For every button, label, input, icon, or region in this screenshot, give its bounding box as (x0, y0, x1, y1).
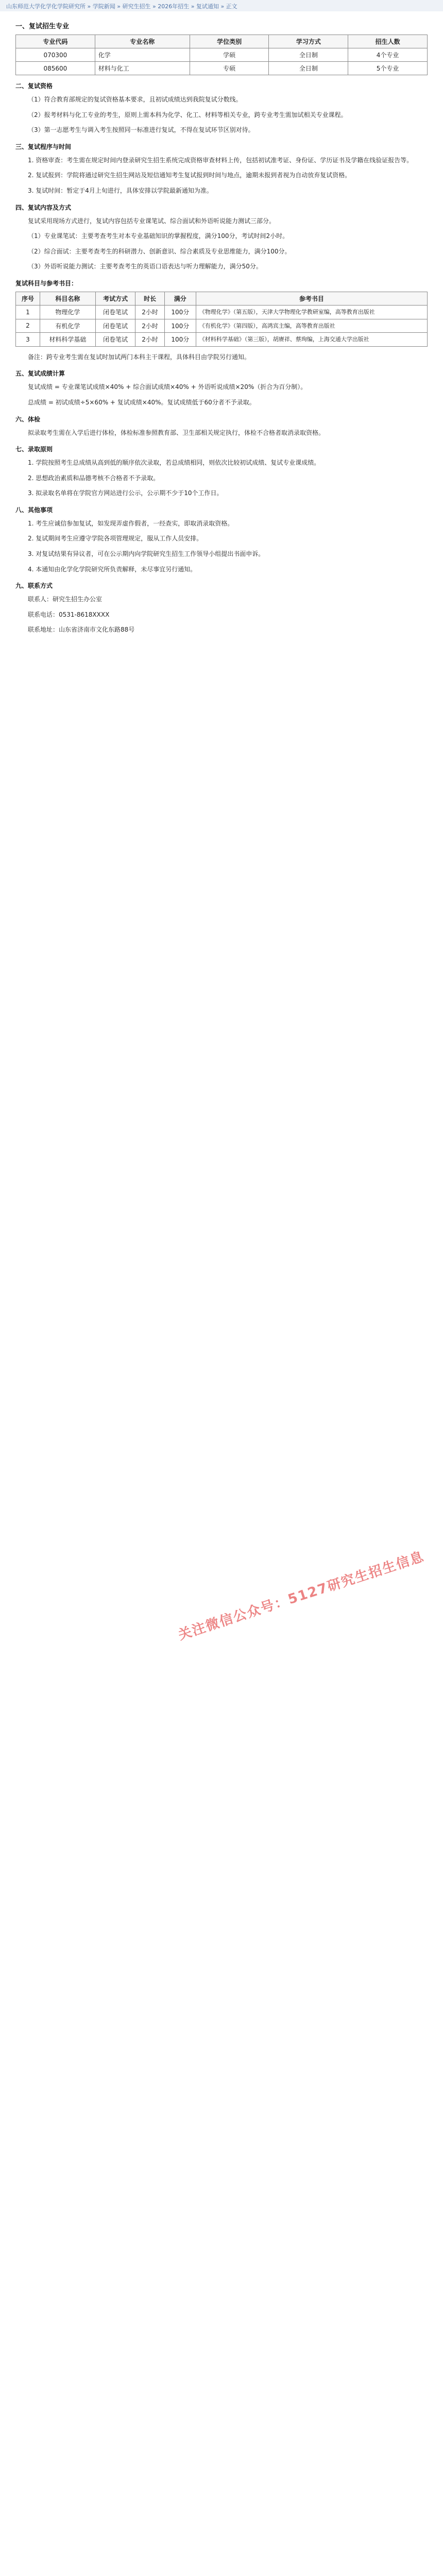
exam-row (16, 333, 428, 347)
majors-header-mode: 学习方式 (269, 35, 348, 48)
exam-cell: 1 (16, 305, 40, 319)
majors-cell: 070300 (16, 48, 95, 62)
s3-item-1: 1. 资格审查：考生需在规定时间内登录研究生招生系统完成资格审查材料上传，包括初试准考证、身份证、学历证书及学籍在线验证报告等。 (28, 156, 413, 164)
s4-item-4: （3）外语听说能力测试：主要考查考生的英语口语表达与听力理解能力，满分50分。 (28, 263, 262, 270)
article-content (15, 21, 428, 2576)
exam-table-note: 备注：跨专业考生需在复试时加试两门本科主干课程，具体科目由学院另行通知。 (28, 353, 251, 361)
section-7-title: 七、录取原则 (15, 446, 53, 453)
exam-cell: 材料科学基础 (40, 333, 95, 347)
section-4-title: 四、复试内容及方式 (15, 204, 72, 211)
s8-item-1: 1. 考生应诚信参加复试，如发现弄虚作假者，一经查实，即取消录取资格。 (28, 519, 234, 527)
majors-cell: 5个专业 (348, 62, 428, 75)
breadcrumb (6, 2, 237, 10)
exam-cell: 2小时 (135, 319, 165, 333)
exam-cell: 闭卷笔试 (95, 319, 135, 333)
majors-cell: 学硕 (190, 48, 269, 62)
majors-header-degree: 学位类别 (190, 35, 269, 48)
page (0, 11, 443, 2576)
section-5-title: 五、复试成绩计算 (15, 370, 65, 378)
s8-item-3: 3. 对复试结果有异议者，可在公示期内向学院研究生招生工作领导小组提出书面申诉。 (28, 550, 265, 558)
s8-item-2: 2. 复试期间考生应遵守学院各项管理规定，服从工作人员安排。 (28, 535, 203, 543)
s6-item-1: 拟录取考生需在入学后进行体检，体检标准参照教育部、卫生部相关规定执行，体检不合格者取消录取资格。 (28, 429, 325, 436)
s2-item-3: （3）第一志愿考生与调入考生按照同一标准进行复试，不得在复试环节区别对待。 (28, 126, 254, 134)
s9-item-2: 联系电话：0531-8618XXXX (28, 611, 110, 618)
s2-item-1: （1）符合教育部规定的复试资格基本要求，且初试成绩达到我院复试分数线。 (28, 96, 242, 103)
exam-row (16, 319, 428, 333)
exam-cell: 100分 (164, 305, 196, 319)
exam-cell: 《材料科学基础》（第三版），胡赓祥、蔡珣编，上海交通大学出版社 (196, 333, 427, 347)
s9-item-1: 联系人：研究生招生办公室 (28, 596, 103, 603)
exam-cell: 物理化学 (40, 305, 95, 319)
majors-header-count: 招生人数 (348, 35, 428, 48)
exam-cell: 闭卷笔试 (95, 333, 135, 347)
exam-cell: 有机化学 (40, 319, 95, 333)
section-3-title: 三、复试程序与时间 (15, 143, 72, 150)
breadcrumb-site-link[interactable]: 山东师范大学化学化学院研究所 (6, 3, 86, 10)
s4-item-2: （1）专业课笔试：主要考查考生对本专业基础知识的掌握程度，满分100分，考试时间2小时。 (28, 232, 289, 240)
exam-cell: 3 (16, 333, 40, 347)
majors-cell: 专硕 (190, 62, 269, 75)
s2-item-2: （2）报考材料与化工专业的考生，原则上需本科为化学、化工、材料等相关专业，跨专业考生需加试相关专业课程。 (28, 111, 347, 118)
exam-header-index: 序号 (16, 292, 40, 305)
majors-cell: 085600 (16, 62, 95, 75)
exam-table (15, 292, 428, 347)
majors-header-code: 专业代码 (16, 35, 95, 48)
s9-item-3: 联系地址：山东省济南市文化东路88号 (28, 626, 135, 634)
breadcrumb-path-3[interactable]: 2026年招生 (158, 3, 190, 10)
s5-item-2: 总成绩 = 初试成绩÷5×60% + 复试成绩×40%。复试成绩低于60分者不予录取。 (28, 398, 255, 406)
s4-item-3: （2）综合面试：主要考查考生的科研潜力、创新意识、综合素质及专业思维能力，满分100分。 (28, 247, 291, 255)
s7-item-1: 1. 学院按照考生总成绩从高到低的顺序依次录取，若总成绩相同，则依次比较初试成绩、复试专业课成绩。 (28, 459, 320, 467)
exam-cell: 《有机化学》（第四版），高鸿宾主编，高等教育出版社 (196, 319, 427, 333)
exam-header-score: 满分 (164, 292, 196, 305)
exam-header-subject: 科目名称 (40, 292, 95, 305)
breadcrumb-sep: » (191, 3, 196, 10)
breadcrumb-sep: » (117, 3, 123, 10)
s3-item-2: 2. 复试报到：学院将通过研究生招生网站及短信通知考生复试报到时间与地点，逾期未报到者视为自动放弃复试资格。 (28, 172, 351, 179)
exam-cell: 2小时 (135, 305, 165, 319)
section-9-title: 九、联系方式 (15, 582, 53, 590)
exam-cell: 2 (16, 319, 40, 333)
s7-item-2: 2. 思想政治素质和品德考核不合格者不予录取。 (28, 474, 160, 482)
majors-row (16, 62, 428, 75)
s4-item-1: 复试采用现场方式进行，复试内容包括专业课笔试、综合面试和外语听说能力测试三部分。 (28, 217, 276, 225)
section-8-title: 八、其他事项 (15, 506, 53, 514)
breadcrumb-sep: » (220, 3, 226, 10)
majors-cell: 4个专业 (348, 48, 428, 62)
exam-cell: 100分 (164, 333, 196, 347)
breadcrumb-path-4[interactable]: 复试通知 (196, 3, 219, 10)
majors-table (15, 35, 428, 75)
majors-cell: 化学 (95, 48, 190, 62)
breadcrumb-sep: » (87, 3, 93, 10)
exam-header-books: 参考书目 (196, 292, 427, 305)
section-6-title: 六、体检 (15, 415, 41, 423)
majors-cell: 全日制 (269, 48, 348, 62)
breadcrumb-path-1[interactable]: 学院新闻 (92, 3, 115, 10)
majors-header-name: 专业名称 (95, 35, 190, 48)
s5-item-1: 复试成绩 = 专业课笔试成绩×40% + 综合面试成绩×40% + 外语听说成绩×20%（折合为百分制）。 (28, 383, 307, 391)
exam-header-duration: 时长 (135, 292, 165, 305)
exam-header-mode: 考试方式 (95, 292, 135, 305)
exam-header-row (16, 292, 428, 305)
majors-cell: 材料与化工 (95, 62, 190, 75)
s7-item-3: 3. 拟录取名单将在学院官方网站进行公示，公示期不少于10个工作日。 (28, 489, 223, 497)
s8-item-4: 4. 本通知由化学化学院研究所负责解释，未尽事宜另行通知。 (28, 565, 197, 573)
s3-item-3: 3. 复试时间：暂定于4月上旬进行，具体安排以学院最新通知为准。 (28, 187, 213, 194)
exam-cell: 2小时 (135, 333, 165, 347)
exam-cell: 闭卷笔试 (95, 305, 135, 319)
exam-cell: 100分 (164, 319, 196, 333)
breadcrumb-sep: » (152, 3, 158, 10)
majors-cell: 全日制 (269, 62, 348, 75)
exam-cell: 《物理化学》（第五版），天津大学物理化学教研室编，高等教育出版社 (196, 305, 427, 319)
exam-row (16, 305, 428, 319)
breadcrumb-current: 正文 (226, 3, 237, 10)
watermark: 关注微信公众号：5127研究生招生信息 (176, 1549, 427, 1643)
breadcrumb-path-2[interactable]: 研究生招生 (122, 3, 151, 10)
exam-table-title: 复试科目与参考书目： (15, 279, 78, 287)
majors-row (16, 48, 428, 62)
section-2-title: 二、复试资格 (15, 82, 53, 90)
top-bar (0, 0, 443, 12)
majors-header-row (16, 35, 428, 48)
majors-heading: 一、复试招生专业 (15, 23, 70, 30)
